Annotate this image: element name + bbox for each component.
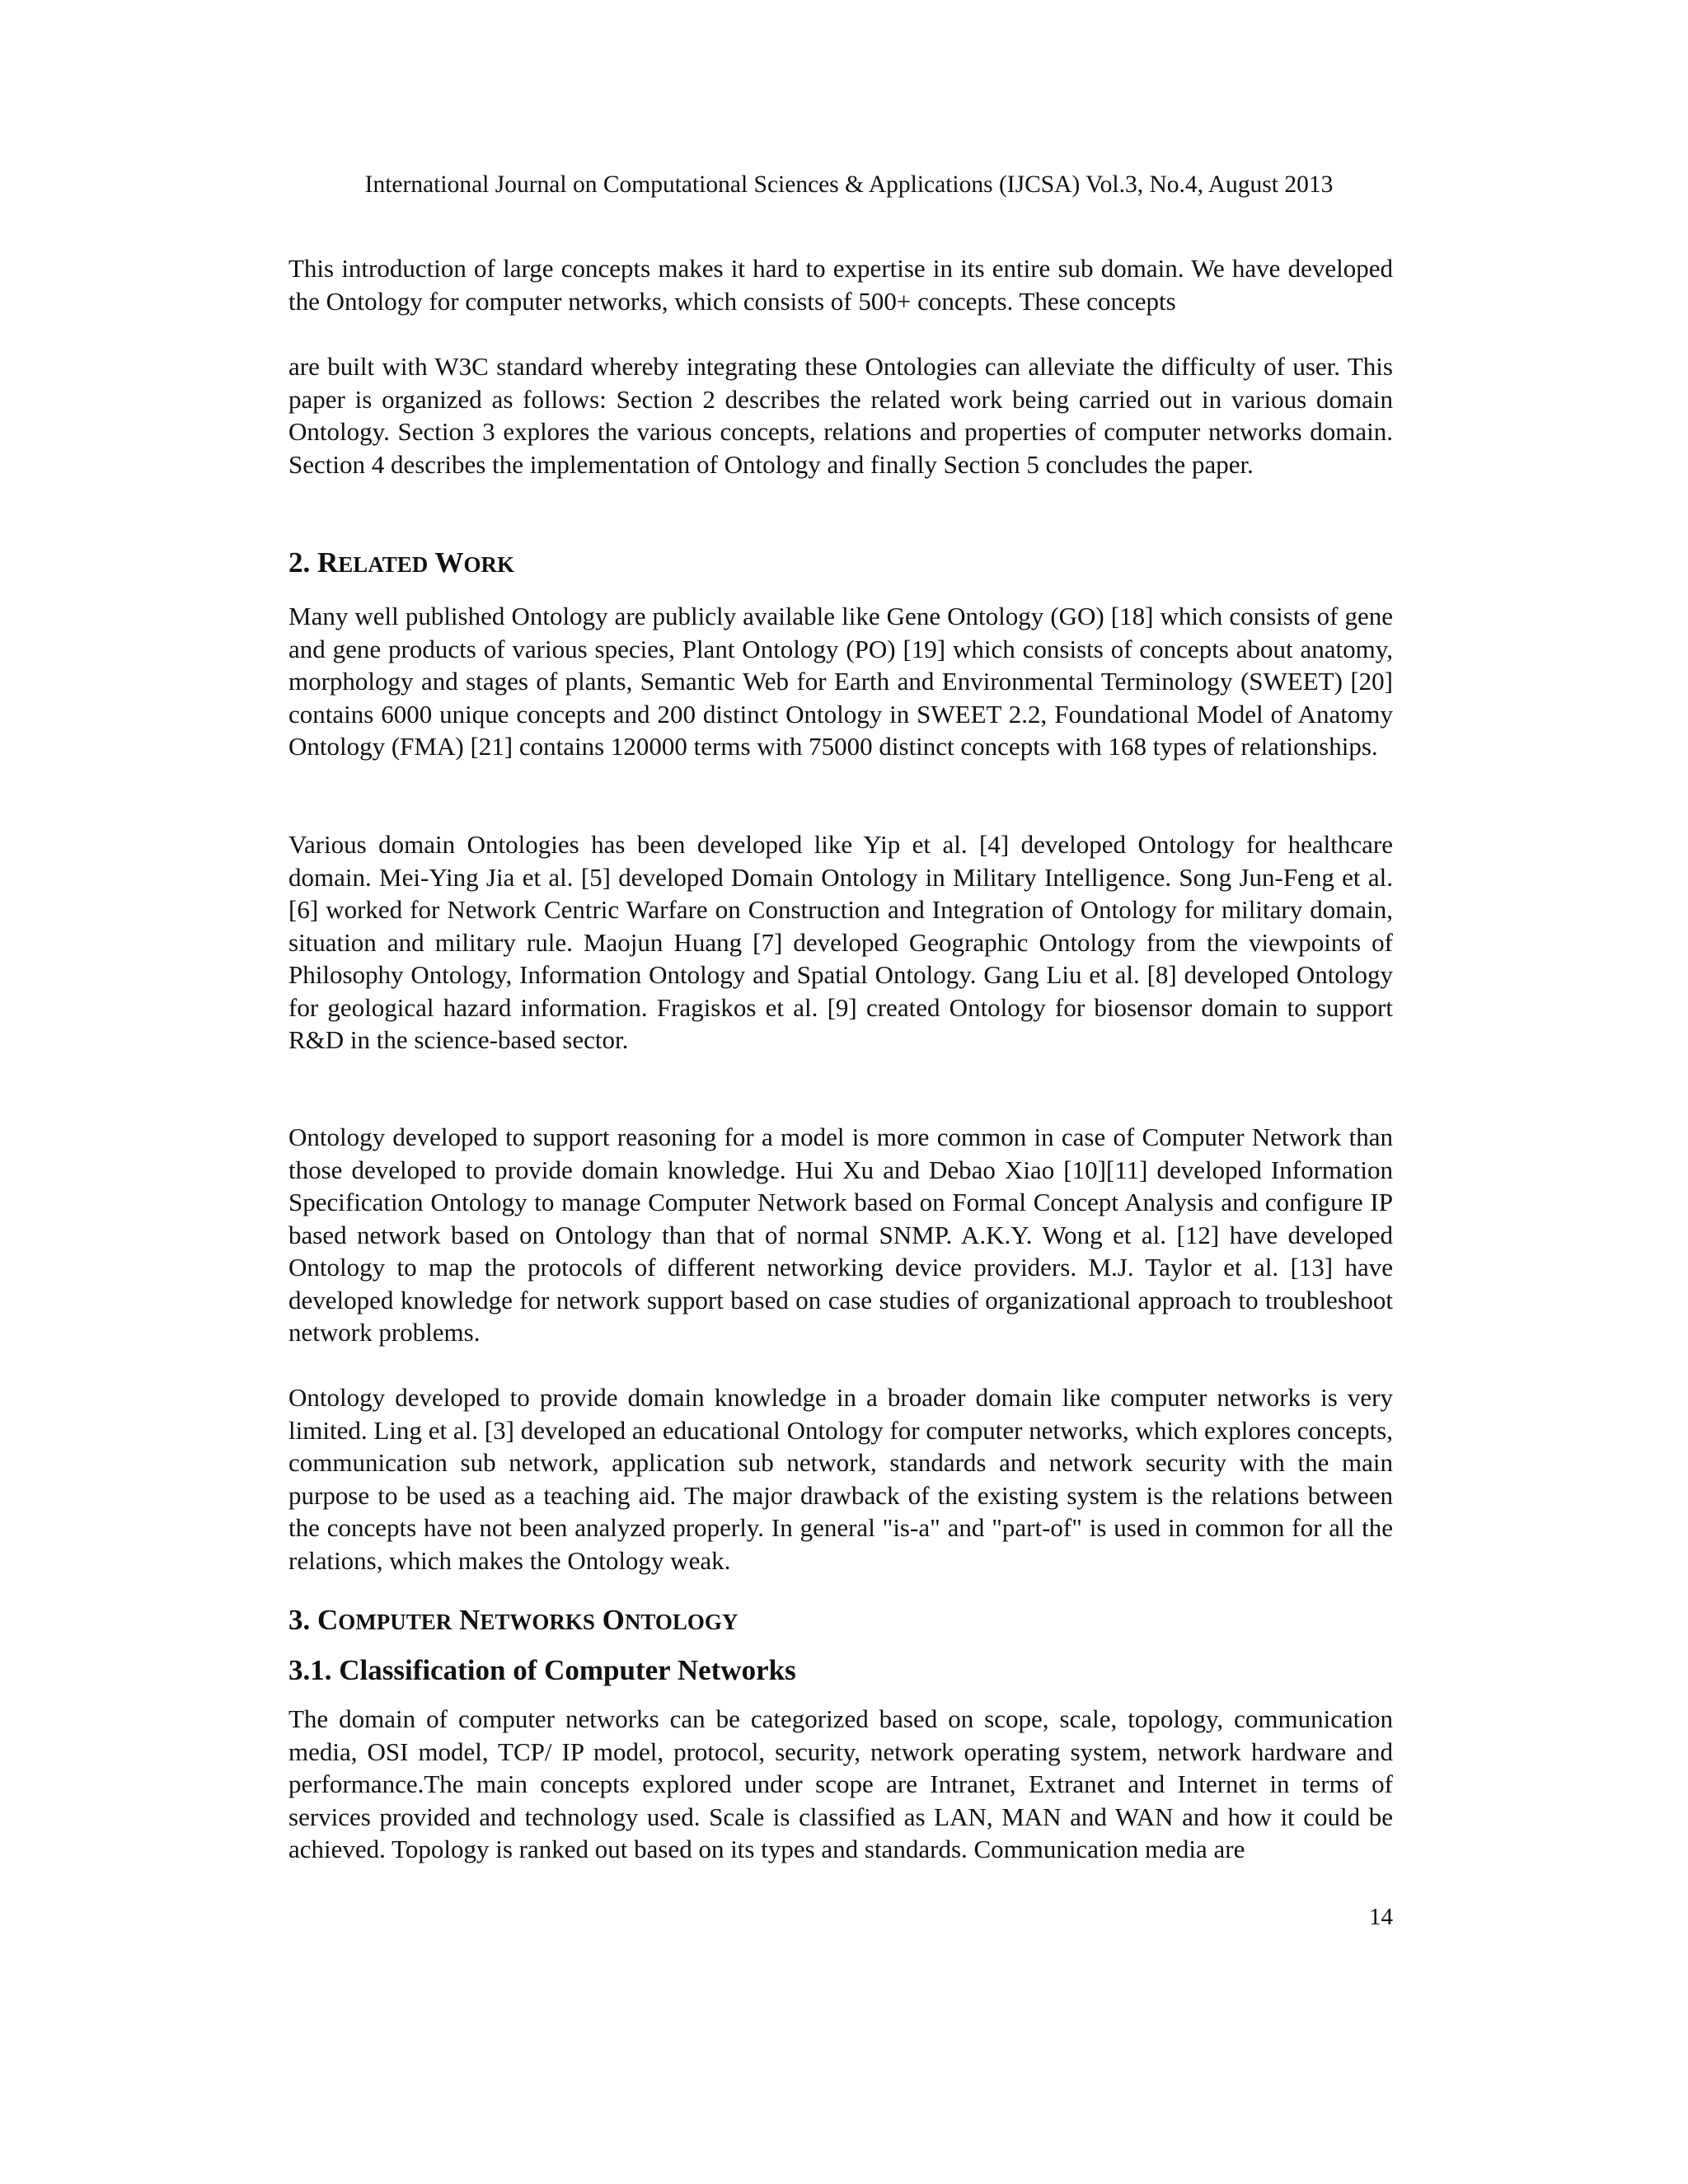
running-header: International Journal on Computational Sciences & Applications (IJCSA) Vol.3, No.4, August 2013 [364,171,1334,198]
section-3-1-paragraph-1: The domain of computer networks can be categorized based on scope, scale, topology, communication media, OSI model, TCP/ IP model, protocol, security, network operating system, network hardware and performance.The main concepts explored under scope are Intranet, Extranet and Internet in terms of services provided and technology used. Scale is classified as LAN, MAN and WAN and how it could be achieved. Topology is ranked out based on its types and standards. Communication media are [288,1704,1393,1863]
subsection-3-1-heading: 3.1. Classification of Computer Networks [288,1654,796,1686]
section-3-heading [288,1604,738,1637]
intro-paragraph-b: are built with W3C standard whereby integrating these Ontologies can alleviate the difficulty of user. This paper is organized as follows: Section 2 describes the related work being carried out in various domain Ontology. Section 3 explores the various concepts, relations and properties of computer networks domain. Section 4 describes the implementation of Ontology and finally Section 5 concludes the paper. [288,352,1393,479]
intro-paragraph-a: This introduction of large concepts makes it hard to expertise in its entire sub domain. We have developed the Ontology for computer networks, which consists of 500+ concepts. These concepts [288,254,1393,316]
section-2-title: RELATED WORK [317,546,514,579]
section-2-heading [288,546,514,579]
section-2-paragraph-4: Ontology developed to provide domain knowledge in a broader domain like computer networks is very limited. Ling et al. [3] developed an educational Ontology for computer networks, which explores concepts, communication sub network, application sub network, standards and network security with the main purpose to be used as a teaching aid. The major drawback of the existing system is the relations between the concepts have not been analyzed properly. In general "is-a" and "part-of" is used in common for all the relations, which makes the Ontology weak. [288,1383,1393,1575]
section-2-paragraph-2: Various domain Ontologies has been developed like Yip et al. [4] developed Ontology for healthcare domain. Mei-Ying Jia et al. [5] developed Domain Ontology in Military Intelligence. Song Jun-Feng et al. [6] worked for Network Centric Warfare on Construction and Integration of Ontology for military domain, situation and military rule. Maojun Huang [7] developed Geographic Ontology from the viewpoints of Philosophy Ontology, Information Ontology and Spatial Ontology. Gang Liu et al. [8] developed Ontology for geological hazard information. Fragiskos et al. [9] created Ontology for biosensor domain to support R&D in the science-based sector. [288,830,1393,1054]
section-3-number: 3. [288,1604,311,1636]
section-3-title: COMPUTER NETWORKS ONTOLOGY [317,1604,738,1636]
section-2-paragraph-3: Ontology developed to support reasoning for a model is more common in case of Computer Network than those developed to provide domain knowledge. Hui Xu and Debao Xiao [10][11] developed Information Specification Ontology to manage Computer Network based on Formal Concept Analysis and configure IP based network based on Ontology than that of normal SNMP. A.K.Y. Wong et al. [12] have developed Ontology to map the protocols of different networking device providers. M.J. Taylor et al. [13] have developed knowledge for network support based on case studies of organizational approach to troubleshoot network problems. [288,1122,1393,1347]
page-number: 14 [1369,1904,1393,1930]
section-2-paragraph-1: Many well published Ontology are publicly available like Gene Ontology (GO) [18] which consists of gene and gene products of various species, Plant Ontology (PO) [19] which consists of concepts about anatomy, morphology and stages of plants, Semantic Web for Earth and Environmental Terminology (SWEET) [20] contains 6000 unique concepts and 200 distinct Ontology in SWEET 2.2, Foundational Model of Anatomy Ontology (FMA) [21] contains 120000 terms with 75000 distinct concepts with 168 types of relationships. [288,602,1393,761]
section-2-number: 2. [288,546,311,579]
